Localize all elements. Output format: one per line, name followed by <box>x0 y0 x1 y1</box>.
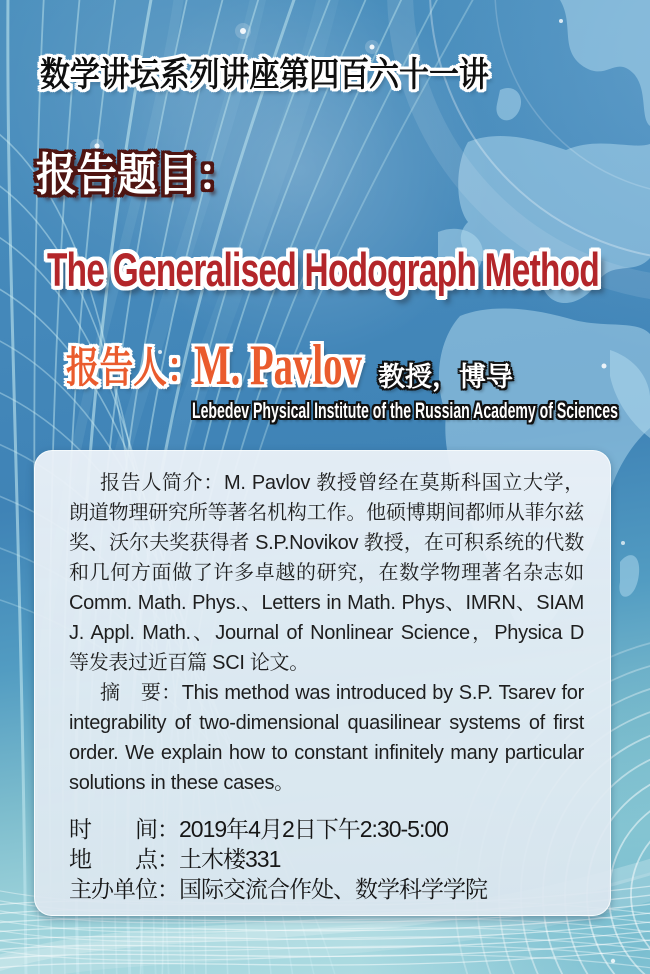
event-place-value: 土木楼331 <box>179 846 281 872</box>
lecture-abstract: 摘 要：This method was introduced by S.P. Tsarev for integrability of two-dimensional quasilinear systems of first order. We explain how to constant infinitely many particular solutions in these cases。 <box>69 682 584 794</box>
event-organizer-row <box>69 874 487 904</box>
event-time-row <box>69 814 487 844</box>
speaker-name: M. Pavlov <box>194 334 362 397</box>
speaker-label: 报告人： <box>66 344 201 391</box>
series-title: 数学讲坛系列讲座第四百六十一讲 <box>40 56 489 94</box>
event-time-label: 时 间： <box>69 816 179 842</box>
event-organizer-label: 主办单位： <box>69 876 179 902</box>
event-place-row <box>69 844 487 874</box>
content-box <box>34 450 611 916</box>
event-organizer-value: 国际交流合作处、数学科学学院 <box>179 876 487 902</box>
speaker-title: 教授，博导 <box>378 362 513 392</box>
topic-label: 报告题目： <box>36 149 239 200</box>
event-time-value: 2019年4月2日下午2:30-5:00 <box>179 816 448 842</box>
event-place-label: 地 点： <box>69 846 179 872</box>
lecture-title: The Generalised Hodograph Method <box>47 243 600 296</box>
speaker-affiliation: Lebedev Physical Institute of the Russian Academy of Sciences <box>192 398 618 423</box>
speaker-bio: 报告人简介：M. Pavlov 教授曾经在莫斯科国立大学，朗道物理研究所等著名机构工作。他硕博期间都师从菲尔兹奖、沃尔夫奖获得者 S.P.Novikov 教授，在可积系统的代数和几何方面做了许多卓越的研究，在数学物理著名杂志如 Comm. Math. Phys.、Letters in Math. Phys、IMRN、SIAM J. Appl. Math.、Journal of Nonlinear Science，Physica D 等发表过近百篇 SCI 论文。 <box>69 472 584 674</box>
event-info <box>69 814 487 904</box>
